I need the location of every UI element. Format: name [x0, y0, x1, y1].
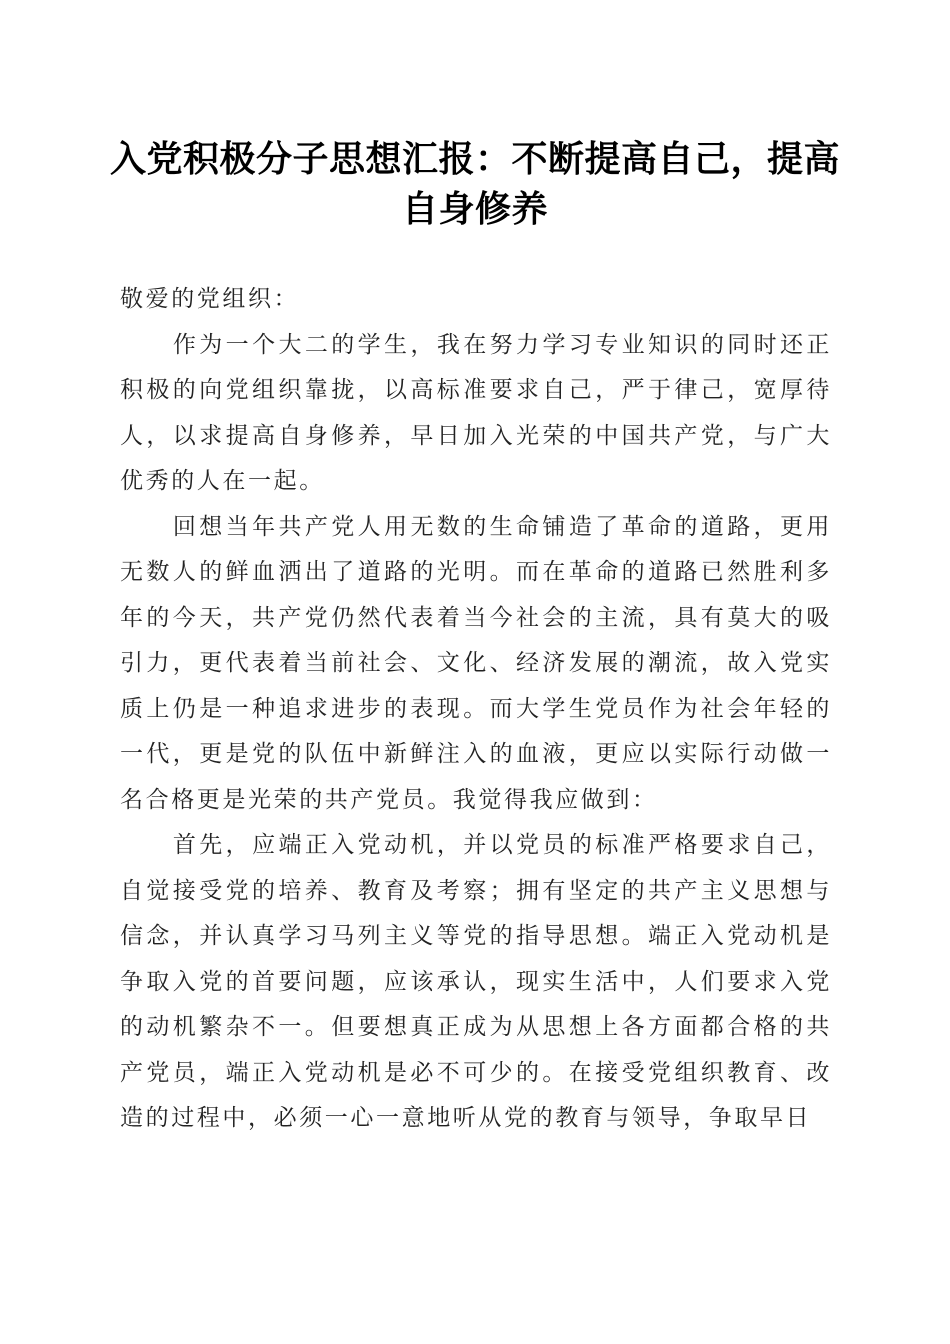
paragraph-3: 首先，应端正入党动机，并以党员的标准严格要求自己，自觉接受党的培养、教育及考察；拥有坚定的共产主义思想与信念，并认真学习马列主义等党的指导思想。端正入党动机是争取入党的首要问题，应该承认，现实生活中，人们要求入党的动机繁杂不一。但要想真正成为从思想上各方面都合格的共产党员，端正入党动机是必不可少的。在接受党组织教育、改造的过程中，必须一心一意地听从党的教育与领导，争取早日: [120, 832, 832, 1131]
document-body: [120, 277, 832, 1142]
document-title: 入党积极分子思想汇报：不断提高自己，提高自身修养: [110, 138, 841, 230]
salutation: 敬爱的党组织：: [120, 286, 300, 312]
paragraph-2: 回想当年共产党人用无数的生命铺造了革命的道路，更用无数人的鲜血洒出了道路的光明。而在革命的道路已然胜利多年的今天，共产党仍然代表着当今社会的主流，具有莫大的吸引力，更代表着当前社会、文化、经济发展的潮流，故入党实质上仍是一种追求进步的表现。而大学生党员作为社会年轻的一代，更是党的队伍中新鲜注入的血液，更应以实际行动做一名合格更是光荣的共产党员。我觉得我应做到：: [120, 513, 832, 813]
paragraph-1: 作为一个大二的学生，我在努力学习专业知识的同时还正积极的向党组织靠拢，以高标准要求自己，严于律己，宽厚待人，以求提高自身修养，早日加入光荣的中国共产党，与广大优秀的人在一起。: [120, 331, 832, 494]
